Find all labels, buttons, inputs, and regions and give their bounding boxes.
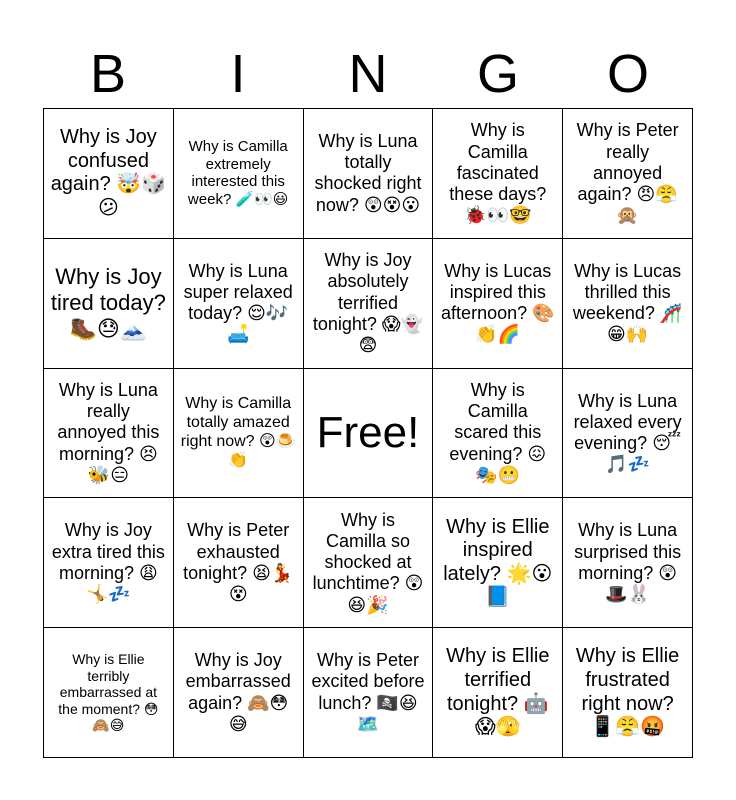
cell-text: Why is Ellie frustrated right now? 📱😤🤬 [575, 645, 680, 739]
bingo-cell[interactable] [174, 498, 304, 628]
bingo-cell[interactable] [44, 628, 174, 758]
cell-text: Why is Joy confused again? 🤯🎲😕 [50, 126, 167, 219]
bingo-cell[interactable] [304, 109, 434, 239]
cell-text: Why is Camilla totally amazed right now? 😲🍮👏 [180, 395, 296, 469]
bingo-cell[interactable] [174, 369, 304, 499]
header-letter-n: N [348, 44, 388, 104]
bingo-cell[interactable] [44, 109, 174, 239]
free-space[interactable] [304, 369, 434, 499]
cell-text: Why is Peter really annoyed again? 😠😤🙊 [576, 120, 679, 226]
bingo-cell[interactable] [174, 628, 304, 758]
bingo-cell[interactable] [433, 109, 563, 239]
cell-text: Why is Camilla so shocked at lunchtime? 😲😆🎉 [312, 509, 424, 615]
cell-text: Why is Luna really annoyed this morning? 😣🐝😑 [57, 379, 160, 485]
cell-text: Why is Camilla fascinated these days? 🐞👀🤓 [449, 120, 547, 226]
bingo-cell[interactable] [433, 239, 563, 369]
cell-text: Why is Camilla scared this evening? 😖🎭😬 [449, 379, 547, 485]
cell-text: Why is Peter excited before lunch? 🏴‍☠️😆🗺️ [311, 650, 425, 734]
bingo-header [43, 38, 693, 110]
bingo-cell[interactable] [433, 628, 563, 758]
bingo-cell[interactable] [563, 628, 693, 758]
bingo-cell[interactable] [44, 239, 174, 369]
cell-text: Why is Camilla extremely interested this week? 🧪👀😃 [187, 138, 289, 209]
cell-text: Why is Luna totally shocked right now? 😲😵😮 [314, 130, 422, 215]
cell-text: Why is Ellie terrified tonight? 🤖😱🫣 [446, 645, 550, 739]
header-letter-i: I [230, 44, 246, 104]
bingo-cell[interactable] [563, 369, 693, 499]
bingo-cell[interactable] [304, 628, 434, 758]
cell-text: Why is Joy absolutely terrified tonight? 😱👻😨 [312, 250, 424, 356]
cell-text: Why is Luna relaxed every evening? 😴🎵💤 [573, 390, 682, 475]
bingo-cell[interactable] [44, 498, 174, 628]
cell-text: Why is Lucas inspired this afternoon? 🎨👏🌈 [441, 260, 555, 345]
bingo-cell[interactable] [174, 239, 304, 369]
cell-text: Why is Lucas thrilled this weekend? 🎢😁🙌 [572, 260, 683, 345]
bingo-cell[interactable] [433, 369, 563, 499]
bingo-cell[interactable] [174, 109, 304, 239]
bingo-cell[interactable] [44, 369, 174, 499]
bingo-cell[interactable] [563, 239, 693, 369]
bingo-cell[interactable] [433, 498, 563, 628]
cell-text: Why is Joy tired today? 🥾😓🗻 [50, 264, 166, 342]
cell-text: Why is Ellie inspired lately? 🌟😮📘 [443, 515, 553, 609]
cell-text: Why is Luna surprised this morning? 😲🎩🐰 [574, 520, 682, 605]
cell-text: Why is Peter exhausted tonight? 😫💃😵 [183, 520, 294, 605]
free-space-label: Free! [316, 408, 420, 458]
bingo-cell[interactable] [563, 498, 693, 628]
header-letter-o: O [606, 44, 649, 104]
bingo-card-grid [43, 108, 693, 758]
header-letter-b: B [89, 44, 127, 104]
header-letter-g: G [476, 44, 519, 104]
cell-text: Why is Joy embarrassed again? 🙈😳😅 [185, 650, 291, 734]
cell-text: Why is Ellie terribly embarrassed at the moment? 😳🙈😅 [58, 651, 159, 734]
cell-text: Why is Joy extra tired this morning? 😩🤸💤 [51, 520, 165, 605]
bingo-cell[interactable] [304, 498, 434, 628]
cell-text: Why is Luna super relaxed today? 😌🎶🛋️ [183, 260, 293, 345]
bingo-cell[interactable] [563, 109, 693, 239]
bingo-cell[interactable] [304, 239, 434, 369]
